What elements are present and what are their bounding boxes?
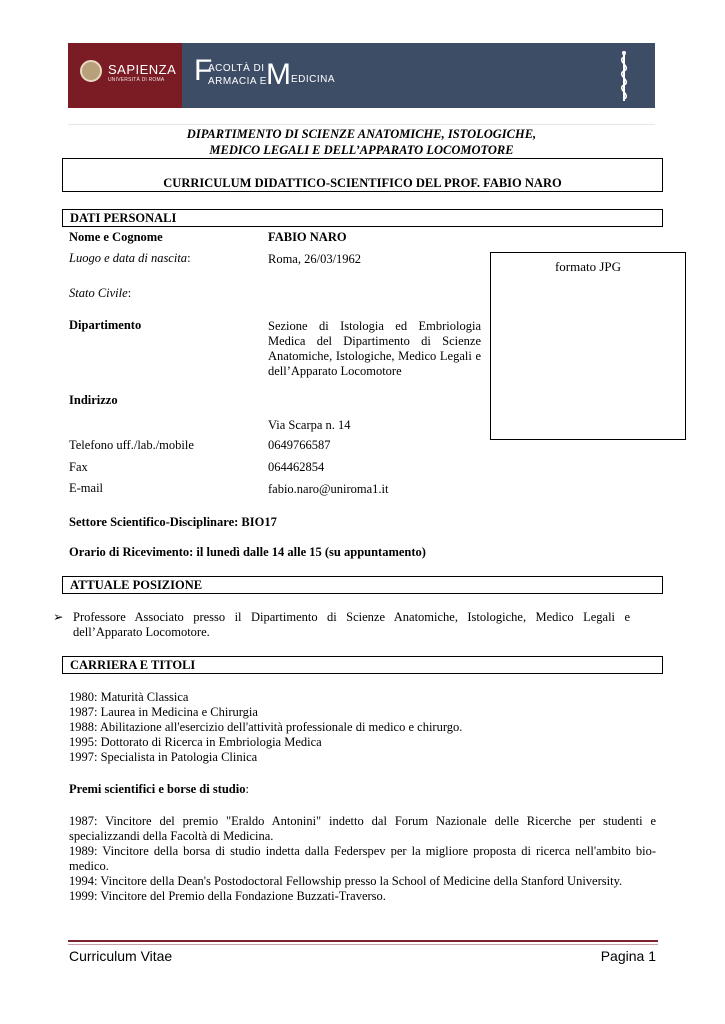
cv-title-box bbox=[62, 158, 663, 192]
list-item: 1988: Abilitazione all'esercizio dell'attività professionale di medico e chirurgo. bbox=[69, 720, 463, 734]
phone-value: 0649766587 bbox=[268, 438, 331, 452]
civil-status-colon: : bbox=[127, 286, 132, 300]
faculty-initial-f: F bbox=[194, 54, 213, 87]
address-label: Indirizzo bbox=[69, 393, 118, 407]
office-hours-line: Orario di Ricevimento: il lunedì dalle 14 alle 15 (su appuntamento) bbox=[69, 545, 426, 559]
civil-status-text: Stato Civile bbox=[69, 286, 128, 300]
birth-label-colon: : bbox=[187, 251, 191, 265]
list-item: 1995: Dottorato di Ricerca in Embriologia Medica bbox=[69, 735, 322, 749]
list-item: 1997: Specialista in Patologia Clinica bbox=[69, 750, 258, 764]
university-subtitle: UNIVERSITÀ DI ROMA bbox=[108, 77, 165, 83]
faculty-line1: ACOLTÀ DI bbox=[208, 63, 265, 74]
list-item: 1987: Laurea in Medicina e Chirurgia bbox=[69, 705, 258, 719]
sapienza-logo-block bbox=[68, 43, 182, 108]
footer-divider bbox=[68, 940, 658, 942]
awards-colon: : bbox=[245, 782, 249, 796]
sapienza-seal-icon bbox=[80, 60, 102, 82]
page-number: Pagina 1 bbox=[600, 948, 656, 964]
faculty-line2-b: EDICINA bbox=[291, 74, 336, 85]
phone-label: Telefono uff./lab./mobile bbox=[69, 438, 194, 452]
awards-heading bbox=[69, 782, 249, 797]
faculty-line2-a: ARMACIA E bbox=[208, 76, 267, 87]
university-name: SAPIENZA bbox=[108, 62, 177, 77]
civil-status-label bbox=[69, 286, 131, 301]
birth-label bbox=[69, 251, 191, 266]
section-current-position: ATTUALE POSIZIONE bbox=[62, 576, 663, 594]
section-personal-data: DATI PERSONALI bbox=[62, 209, 663, 227]
address-value: Via Scarpa n. 14 bbox=[268, 418, 351, 432]
header-banner bbox=[68, 43, 655, 108]
cv-title: CURRICULUM DIDATTICO-SCIENTIFICO DEL PROF. FABIO NARO bbox=[163, 176, 562, 190]
awards-list bbox=[69, 814, 656, 904]
name-value: FABIO NARO bbox=[268, 230, 347, 244]
department-label: Dipartimento bbox=[69, 318, 142, 332]
email-value: fabio.naro@uniroma1.it bbox=[268, 482, 389, 496]
name-label: Nome e Cognome bbox=[69, 230, 163, 244]
list-item: 1994: Vincitore della Dean's Postodoctoral Fellowship presso la School of Medicine della Stanford University. bbox=[69, 874, 623, 888]
fax-value: 064462854 bbox=[268, 460, 325, 474]
bullet-arrow-icon: ➢ bbox=[53, 610, 64, 624]
list-item: 1987: Vincitore del premio "Eraldo Antonini" indetto dal Forum Nazionale delle Ricerche per studenti e specializzandi della Facoltà di Medicina. bbox=[69, 814, 656, 843]
fax-label: Fax bbox=[69, 460, 88, 474]
photo-placeholder bbox=[490, 252, 686, 440]
footer-divider-thin bbox=[68, 944, 658, 945]
department-title-line1: DIPARTIMENTO DI SCIENZE ANATOMICHE, ISTOLOGICHE, bbox=[186, 127, 537, 141]
birth-label-text: Luogo e data di nascita bbox=[69, 251, 188, 265]
photo-format-label: formato JPG bbox=[554, 259, 622, 274]
header-divider bbox=[68, 124, 655, 125]
awards-title: Premi scientifici e borse di studio bbox=[69, 782, 246, 796]
current-position-text: Professore Associato presso il Dipartimento di Scienze Anatomiche, Istologiche, Medico Legali e dell’Apparato Locomotore. bbox=[73, 610, 630, 639]
career-list bbox=[69, 690, 462, 765]
list-item: 1989: Vincitore della borsa di studio indetta dalla Federspev per la migliore proposta di ricerca nell'ambito bio-medico. bbox=[69, 844, 656, 873]
section-career: CARRIERA E TITOLI bbox=[62, 656, 663, 674]
caduceus-icon bbox=[614, 49, 634, 103]
footer-left-text: Curriculum Vitae bbox=[69, 948, 173, 964]
list-item: 1980: Maturità Classica bbox=[69, 690, 189, 704]
department-value: Sezione di Istologia ed Embriologia Medica del Dipartimento di Scienze Anatomiche, Istologiche, Medico Legali e dell’Apparato Locomotore bbox=[268, 319, 481, 378]
faculty-initial-m: M bbox=[266, 58, 291, 91]
email-label: E-mail bbox=[69, 481, 104, 495]
birth-value: Roma, 26/03/1962 bbox=[268, 252, 362, 266]
list-item: 1999: Vincitore del Premio della Fondazione Buzzati-Traverso. bbox=[69, 889, 386, 903]
department-title-line2: MEDICO LEGALI E DELL’APPARATO LOCOMOTORE bbox=[209, 143, 514, 157]
ssd-line: Settore Scientifico-Disciplinare: BIO17 bbox=[69, 515, 277, 529]
